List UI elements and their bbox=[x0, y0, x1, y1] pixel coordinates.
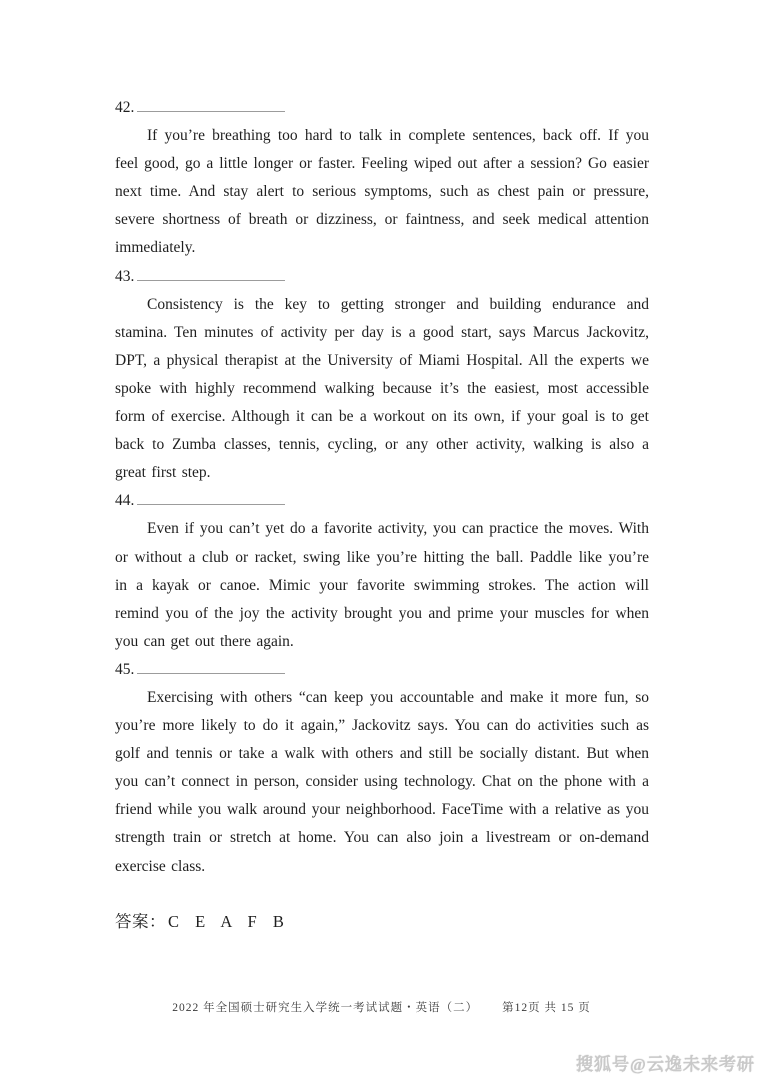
question-43-number: 43. bbox=[115, 267, 135, 285]
question-45-number-line bbox=[115, 656, 649, 684]
question-42-number-line bbox=[115, 94, 649, 122]
question-42-blank-underline bbox=[137, 98, 285, 112]
question-43-paragraph: Consistency is the key to getting stronger and building endurance and stamina. Ten minutes of activity per day is a good start, says Marcus Jackovitz, DPT, a physical therapist at the University of Miami Hospital. All the experts we spoke with highly recommend walking because it’s the easiest, most accessible form of exercise. Although it can be a workout on its own, if your goal is to get back to Zumba classes, tennis, cycling, or any other activity, walking is also a great first step. bbox=[115, 295, 649, 482]
question-45-blank-underline bbox=[137, 660, 285, 674]
question-42-number: 42. bbox=[115, 99, 135, 116]
question-45-number: 45. bbox=[115, 660, 135, 678]
footer-exam-title: 2022 年全国硕士研究生入学统一考试试题・英语（二） bbox=[172, 1002, 479, 1014]
question-43-blank-underline bbox=[137, 267, 285, 281]
question-43-number-line bbox=[115, 263, 649, 291]
answer-key-line bbox=[115, 908, 649, 936]
question-44-blank-underline bbox=[137, 491, 285, 505]
answer-key-value: C E A F B bbox=[168, 911, 290, 931]
question-42-paragraph: If you’re breathing too hard to talk in complete sentences, back off. If you feel good, go a little longer or faster. Feeling wiped out after a session? Go easier next time. And stay alert to serious symptoms, such as chest pain or pressure, severe shortness of breath or dizziness, or faintness, and seek medical attention immediately. bbox=[115, 127, 649, 257]
question-44-number-line bbox=[115, 487, 649, 515]
page-footer bbox=[0, 999, 763, 1015]
question-44-paragraph: Even if you can’t yet do a favorite activity, you can practice the moves. With or without a club or racket, swing like you’re hitting the ball. Paddle like you’re in a kayak or canoe. Mimic your favorite swimming strokes. The action will remind you of the joy the activity brought you and prime your muscles for when you can get out there again. bbox=[115, 520, 649, 650]
footer-page-info: 第12页 共 15 页 bbox=[502, 1002, 591, 1014]
watermark-text: 搜狐号@云逸未来考研 bbox=[576, 1055, 755, 1074]
question-44-number: 44. bbox=[115, 492, 135, 510]
question-45-paragraph: Exercising with others “can keep you accountable and make it more fun, so you’re more likely to do it again,” Jackovitz says. You can do activities such as golf and tennis or take a walk with others and still be socially distant. But when you can’t connect in person, consider using technology. Chat on the phone with a friend while you walk around your neighborhood. FaceTime with a relative as you strength train or stretch at home. You can also join a livestream or on-demand exercise class. bbox=[115, 688, 649, 875]
answer-key-label: 答案： bbox=[115, 911, 166, 931]
exam-page-body bbox=[115, 94, 649, 936]
